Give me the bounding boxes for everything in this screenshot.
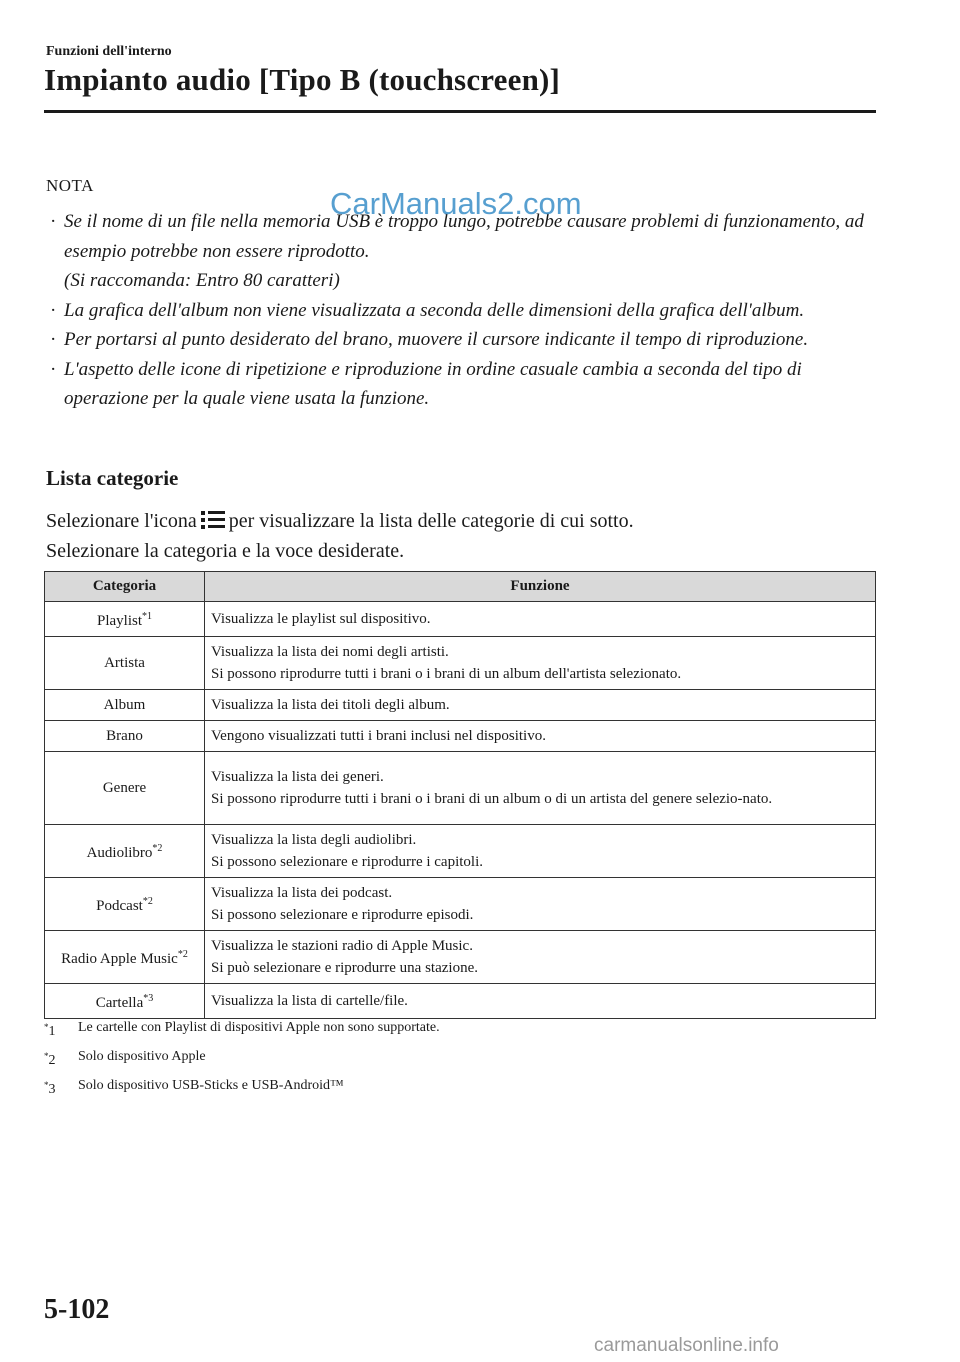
page-title: Impianto audio [Tipo B (touchscreen)] (44, 62, 561, 97)
footnote: *2 Solo dispositivo Apple (44, 1049, 206, 1068)
table-row (45, 690, 876, 721)
function-cell: Visualizza le playlist sul dispositivo. (205, 602, 876, 637)
category-heading: Lista categorie (46, 466, 179, 490)
note-heading: NOTA (46, 176, 94, 195)
category-cell: Cartella$^{*3}$ (45, 984, 205, 1019)
note-item: · Per portarsi al punto desiderato del brano, muovere il cursore indicante il tempo di riproduzione. (50, 329, 809, 350)
table-row (45, 825, 876, 878)
category-intro: Selezionare l'icona per visualizzare la lista delle categorie di cui sotto. Selezionare la categoria e la voce desiderate. (46, 510, 634, 562)
table-header-row (45, 572, 876, 602)
footnote: *1 Le cartelle con Playlist di dispositivi Apple non sono supportate. (44, 1020, 440, 1039)
function-cell: Visualizza la lista dei titoli degli album. (205, 690, 876, 721)
function-cell: Vengono visualizzati tutti i brani inclusi nel dispositivo. (205, 721, 876, 752)
note-item: · Se il nome di un file nella memoria USB è troppo lungo, potrebbe causare problemi di funzionamento, ad esempio potrebbe non essere riprodotto. (Si raccomanda: Entro 80 caratteri) (46, 207, 876, 296)
footnote-mark: *2 (177, 949, 188, 960)
function-cell: Visualizza le stazioni radio di Apple Music. Si può selezionare e riprodurre una stazione. (205, 931, 876, 984)
table-row (45, 931, 876, 984)
function-cell: Visualizza la lista degli audiolibri. Si possono selezionare e riprodurre i capitoli. (205, 825, 876, 878)
footnote: *3 Solo dispositivo USB-Sticks e USB-Android™ (44, 1078, 344, 1097)
table-row (45, 602, 876, 637)
note-item: · La grafica dell'album non viene visualizzata a seconda delle dimensioni della grafica dell'album. (50, 299, 805, 321)
footnote-mark: *2 (152, 843, 163, 854)
category-cell: Radio Apple Music$^{*2}$ (45, 931, 205, 984)
category-cell: Audiolibro$^{*2}$ (45, 825, 205, 878)
table-row (45, 721, 876, 752)
category-cell: Podcast$^{*2}$ (45, 878, 205, 931)
column-header: Categoria (45, 572, 205, 602)
title-divider (44, 110, 876, 113)
table-row (45, 984, 876, 1019)
column-header: Funzione (205, 572, 876, 602)
page-number: 5-102 (44, 1294, 110, 1325)
table-row (45, 752, 876, 825)
category-table (44, 571, 876, 1019)
function-cell: Visualizza la lista dei nomi degli artisti. Si possono riprodurre tutti i brani o i brani di un album dell'artista selezionato. (205, 637, 876, 690)
category-cell: Brano (45, 721, 205, 752)
list-icon (201, 510, 225, 530)
category-cell: Artista (45, 637, 205, 690)
function-cell: Visualizza la lista dei generi. Si possono riprodurre tutti i brani o i brani di un album o di un artista del genere selezio-nato. (205, 752, 876, 825)
note-item: · L'aspetto delle icone di ripetizione e riproduzione in ordine casuale cambia a seconda del tipo di operazione per la quale viene usata la funzione. (50, 358, 802, 409)
footnotes (44, 1015, 440, 1102)
note-list (46, 207, 876, 414)
category-cell: Album (45, 690, 205, 721)
footnote-mark: *2 (142, 896, 153, 907)
table-row (45, 878, 876, 931)
category-cell: Genere (45, 752, 205, 825)
watermark-top: CarManuals2.com (330, 186, 582, 221)
function-cell: Visualizza la lista di cartelle/file. (205, 984, 876, 1019)
category-cell: Playlist$^{*1}$ (45, 602, 205, 637)
section-label: Funzioni dell'interno (46, 44, 172, 59)
table-row (45, 637, 876, 690)
footnote-mark: *3 (143, 993, 154, 1004)
footnote-mark: *1 (142, 611, 152, 622)
note-hint: (Si raccomanda: Entro 80 caratteri) (64, 270, 340, 291)
function-cell: Visualizza la lista dei podcast. Si possono selezionare e riprodurre episodi. (205, 878, 876, 931)
watermark-bottom: carmanualsonline.info (594, 1335, 779, 1356)
